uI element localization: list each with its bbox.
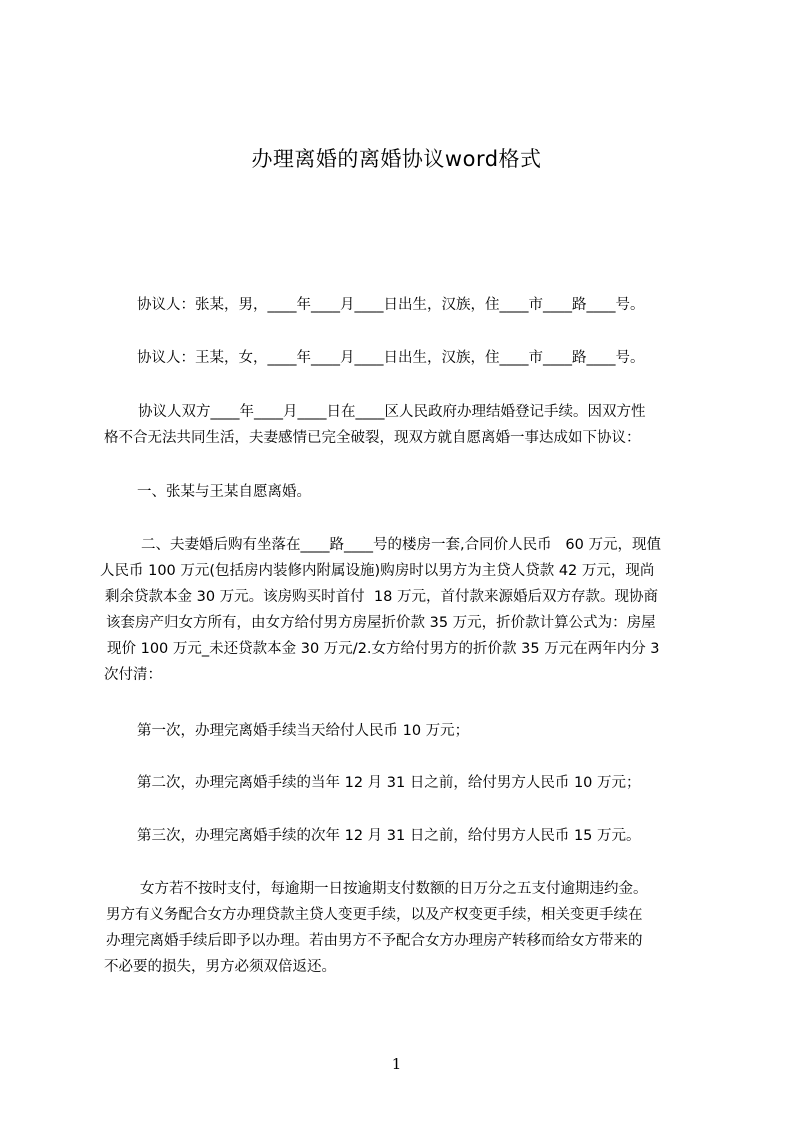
payment-1: 第一次，办理完离婚手续当天给付人民币 10 万元； [137,723,470,739]
clause-2-line: 该套房产归女方所有，由女方给付男方房屋折价款 35 万元，折价款计算公式为：房屋 [106,615,656,631]
intro-line: 格不合无法共同生活，夫妻感情已完全破裂，现双方就自愿离婚一事达成如下协议： [104,430,641,446]
payment-3: 第三次，办理完离婚手续的次年 12 月 31 日之前，给付男方人民币 15 万元。 [137,828,641,844]
penalty-line: 女方若不按时支付，每逾期一日按逾期支付数额的日万分之五支付逾期违约金。 [140,881,648,897]
penalty-line: 不必要的损失，男方必须双倍返还。 [104,959,336,975]
document-body [100,0,710,1000]
clause-2-line: 人民币 100 万元(包括房内装修内附属设施)购房时以男方为主贷人贷款 42 万元，现尚 [100,563,655,579]
page-number: 1 [391,1055,402,1073]
intro-line: 协议人双方____年____月____日在____区人民政府办理结婚登记手续。因双方性 [138,404,646,420]
penalty-line: 男方有义务配合女方办理贷款主贷人变更手续，以及产权变更手续，相关变更手续在 [106,907,643,923]
party-1: 协议人：张某，男，____年____月____日出生，汉族，住____市____路____号。 [137,297,645,313]
clause-2-line: 二、夫妻婚后购有坐落在____路____号的楼房一套,合同价人民币 60 万元，现值 [141,537,661,553]
document-title: 办理离婚的离婚协议word格式 [251,147,542,171]
clause-2-line: 剩余贷款本金 30 万元。该房购买时首付 18 万元，首付款来源婚后双方存款。现协商 [105,589,658,605]
penalty-line: 办理完离婚手续后即予以办理。若由男方不予配合女方办理房产转移而给女方带来的 [106,933,643,949]
payment-2: 第二次，办理完离婚手续的当年 12 月 31 日之前，给付男方人民币 10 万元； [137,775,641,791]
clause-2-line: 次付清： [104,667,162,683]
clause-2-line: 现价 100 万元_未还贷款本金 30 万元/2.女方给付男方的折价款 35 万元在两年内分 3 [107,641,660,657]
clause-1: 一、张某与王某自愿离婚。 [137,484,311,500]
party-2: 协议人：王某，女，____年____月____日出生，汉族，住____市____路____号。 [137,350,645,366]
